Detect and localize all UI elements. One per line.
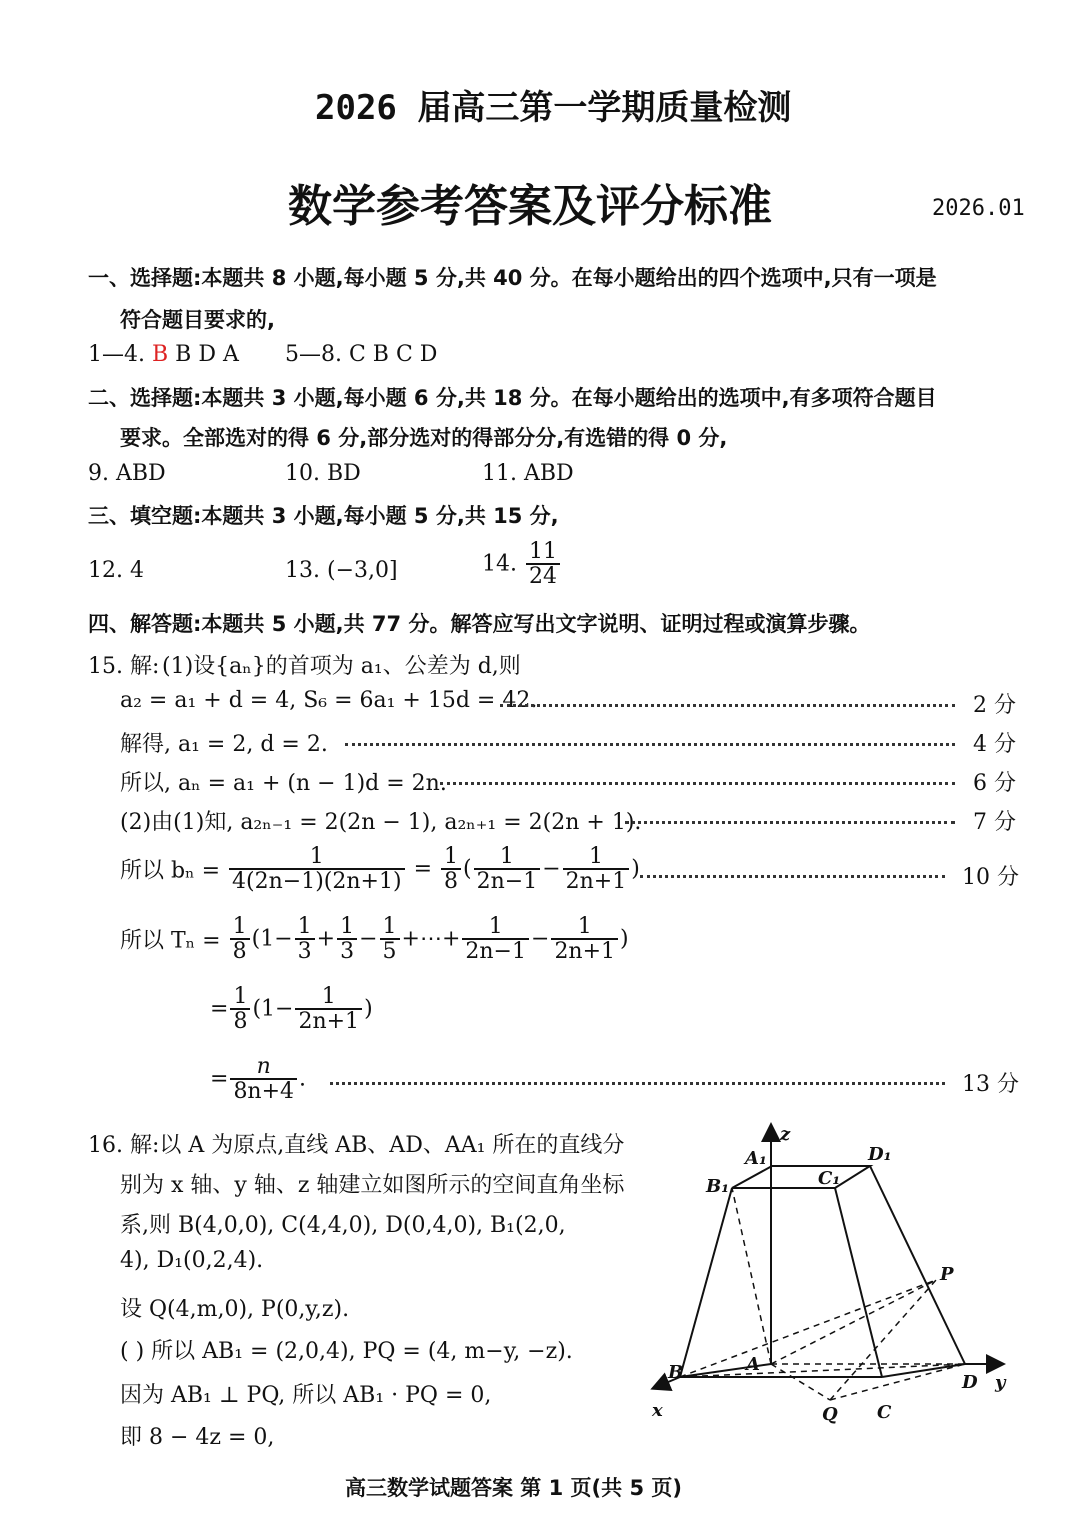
- q15-tn-f3-num: 1: [382, 914, 397, 939]
- q15-tn2-coef-num: 1: [233, 984, 248, 1009]
- q15-score-1: 2 分: [973, 693, 1016, 718]
- q16-line5: 设 Q(4,m,0), P(0,y,z).: [120, 1297, 350, 1322]
- label-B1: B₁: [706, 1176, 730, 1197]
- q15-score-5: 10 分: [962, 865, 1019, 890]
- answers-2-4: B D A: [175, 342, 239, 367]
- answer-14-label: 14.: [482, 551, 517, 577]
- answer-12: 12. 4: [88, 558, 144, 583]
- q16-line4: 4), D₁(0,2,4).: [120, 1248, 264, 1273]
- q16-line1: 16. 解:以 A 为原点,直线 AB、AD、AA₁ 所在的直线分: [88, 1133, 625, 1158]
- q16-line8: 即 8 − 4z = 0,: [120, 1425, 275, 1450]
- q15-tn-f4-num: 1: [488, 914, 503, 939]
- q15-tn-f5: [551, 915, 618, 963]
- q15-tn-result-den: 8n+4: [230, 1078, 297, 1103]
- q15-leader-2: [345, 743, 955, 746]
- label-C1: C₁: [818, 1168, 841, 1189]
- answer-1-highlighted: B: [152, 342, 169, 367]
- q15-label: 15. 解:: [88, 654, 160, 679]
- q15-leader-1: [500, 704, 955, 707]
- q15-tn2-coef-den: 8: [230, 1008, 250, 1033]
- section4-heading: 四、解答题:本题共 5 小题,共 77 分。解答应写出文字说明、证明过程或演算步骤。: [88, 612, 871, 636]
- q15-tn2-f1-den: 2n+1: [295, 1008, 362, 1033]
- q15-tn-result-num: n: [256, 1054, 271, 1079]
- q15-bn-num: 1: [309, 844, 324, 869]
- q15-tn-f4: [462, 915, 529, 963]
- q15-tn2-f1: [295, 985, 362, 1033]
- frustum-figure: [640, 1120, 1040, 1500]
- answer-14: [482, 540, 562, 588]
- q15-score-3: 6 分: [973, 771, 1016, 796]
- q15-tn-f3-den: 5: [380, 938, 400, 963]
- answer-13: 13. (−3,0]: [285, 558, 398, 583]
- q15-tn-f5-den: 2n+1: [551, 938, 618, 963]
- q15-leader-3: [440, 782, 955, 785]
- q15-leader-4: [625, 821, 955, 824]
- q15-leader-5: [640, 875, 945, 878]
- q15-bn-term1-den: 2n−1: [474, 868, 541, 893]
- top-face: [732, 1166, 870, 1188]
- label-z: z: [780, 1124, 791, 1145]
- section1-heading: 一、选择题:本题共 8 小题,每小题 5 分,共 40 分。在每小题给出的四个选项中,只有一项是: [88, 266, 937, 290]
- page-footer: 高三数学试题答案 第 1 页(共 5 页): [345, 1476, 682, 1500]
- q15-tn-f2: [337, 915, 357, 963]
- answer-14-fraction: [526, 540, 560, 588]
- q15-bn-coef-den: 8: [441, 868, 461, 893]
- q15-tn-f4-den: 2n−1: [462, 938, 529, 963]
- q15-bn-term1-num: 1: [499, 844, 514, 869]
- label-Q: Q: [822, 1404, 838, 1425]
- q15-bn-prefix: 所以 bₙ =: [120, 858, 221, 884]
- q15-bn-term2: [563, 845, 630, 893]
- label-A: A: [746, 1354, 760, 1375]
- answers-1-4: [88, 342, 239, 367]
- label-x: x: [652, 1400, 663, 1421]
- q15-line3: 所以, aₙ = a₁ + (n − 1)d = 2n.: [120, 771, 447, 796]
- q15-line0: (1)设{aₙ}的首项为 a₁、公差为 d,则: [162, 654, 521, 679]
- q15-bn-equals: =: [413, 856, 432, 882]
- answers-1-4-label: 1—4.: [88, 342, 145, 367]
- q15-score-2: 4 分: [973, 732, 1016, 757]
- label-C: C: [877, 1402, 892, 1423]
- q15-line4: (2)由(1)知, a₂ₙ₋₁ = 2(2n − 1), a₂ₙ₊₁ = 2(2n + 1).: [120, 810, 642, 835]
- exam-title: 2026 届高三第一学期质量检测: [315, 88, 792, 128]
- q15-tn2-f1-num: 1: [321, 984, 336, 1009]
- doc-title: 数学参考答案及评分标准: [288, 181, 772, 232]
- q15-bn-den: 4(2n−1)(2n+1): [229, 868, 405, 893]
- q15-bn-term2-den: 2n+1: [563, 868, 630, 893]
- q15-line1: a₂ = a₁ + d = 4, S₆ = 6a₁ + 15d = 42.: [120, 688, 538, 713]
- q16-line2: 别为 x 轴、y 轴、z 轴建立如图所示的空间直角坐标: [120, 1173, 625, 1198]
- q15-tn-f5-num: 1: [577, 914, 592, 939]
- q16-line7: 因为 AB₁ ⊥ PQ, 所以 AB₁ · PQ = 0,: [120, 1383, 492, 1408]
- label-y: y: [995, 1372, 1006, 1393]
- answer-14-numerator: 11: [529, 539, 557, 564]
- section2-heading-cont: 要求。全部选对的得 6 分,部分选对的得部分分,有选错的得 0 分,: [120, 426, 728, 450]
- q15-line2: 解得, a₁ = 2, d = 2.: [120, 732, 328, 757]
- q15-bn-coef: [441, 845, 461, 893]
- q15-tn-line2: = $\frac{1}{8}$ (1− $\frac{1}{2n+1}$ ): [210, 984, 373, 1035]
- answer-10: 10. BD: [285, 461, 361, 486]
- q15-tn-f2-den: 3: [337, 938, 357, 963]
- q15-score-4: 7 分: [973, 810, 1016, 835]
- answers-5-8: 5—8. C B C D: [285, 342, 438, 367]
- q15-tn-line1: 所以 Tₙ = $\frac{1}{8}$ (1− $\frac{1}{3}$ + $\frac{1}{3}$ − $\frac{1}{5}$ +⋯+ $\frac{1}{2n-1}$ − $\frac{1}{2n+1}$ ): [120, 914, 629, 965]
- q15-bn-coef-num: 1: [444, 844, 458, 869]
- section1-heading-cont: 符合题目要求的,: [120, 308, 275, 332]
- section3-heading: 三、填空题:本题共 3 小题,每小题 5 分,共 15 分,: [88, 504, 559, 528]
- q15-tn-f1-den: 3: [295, 938, 315, 963]
- q15-bn-formula: 所以 bₙ = $\frac{1}{4(2n-1)(2n+1)}$ = $\frac{1}{8}$ ( $\frac{1}{2n-1}$ − $\frac{1}{2n+1}$ ): [120, 844, 640, 895]
- label-B: B: [668, 1362, 684, 1383]
- doc-date: 2026.01: [932, 196, 1025, 221]
- q16-line6: ( ) 所以 AB₁ = (2,0,4), PQ = (4, m−y, −z).: [120, 1339, 573, 1364]
- label-P: P: [940, 1264, 954, 1285]
- label-D: D: [962, 1372, 978, 1393]
- q15-tn-f3: [380, 915, 400, 963]
- edge-BB1: [680, 1188, 732, 1377]
- q15-tn-f1-num: 1: [297, 914, 312, 939]
- section2-heading: 二、选择题:本题共 3 小题,每小题 6 分,共 18 分。在每小题给出的选项中,有多项符合题目: [88, 386, 937, 410]
- q15-tn2-coef: [230, 985, 250, 1033]
- label-D1: D₁: [868, 1144, 892, 1165]
- q15-tn-coef-den: 8: [230, 938, 250, 963]
- q15-leader-6: [330, 1082, 945, 1085]
- q15-tn-prefix: 所以 Tₙ =: [120, 928, 221, 954]
- q15-bn-fraction: [229, 845, 405, 893]
- q15-tn-f2-num: 1: [340, 914, 355, 939]
- q15-tn-result: [230, 1055, 297, 1103]
- q15-bn-term2-num: 1: [588, 844, 603, 869]
- answer-11: 11. ABD: [482, 461, 574, 486]
- q16-line3: 系,则 B(4,0,0), C(4,4,0), D(0,4,0), B₁(2,0,: [120, 1213, 566, 1238]
- answer-14-denominator: 24: [526, 563, 560, 588]
- q15-tn-f1: [295, 915, 315, 963]
- answer-9: 9. ABD: [88, 461, 166, 486]
- q15-tn-line3: = $\frac{n}{8n+4}$ .: [210, 1054, 307, 1105]
- q15-tn-coef: [230, 915, 250, 963]
- q15-score-6: 13 分: [962, 1072, 1019, 1097]
- label-A1: A₁: [745, 1148, 767, 1169]
- q15-bn-term1: [474, 845, 541, 893]
- q15-tn-coef-num: 1: [232, 914, 247, 939]
